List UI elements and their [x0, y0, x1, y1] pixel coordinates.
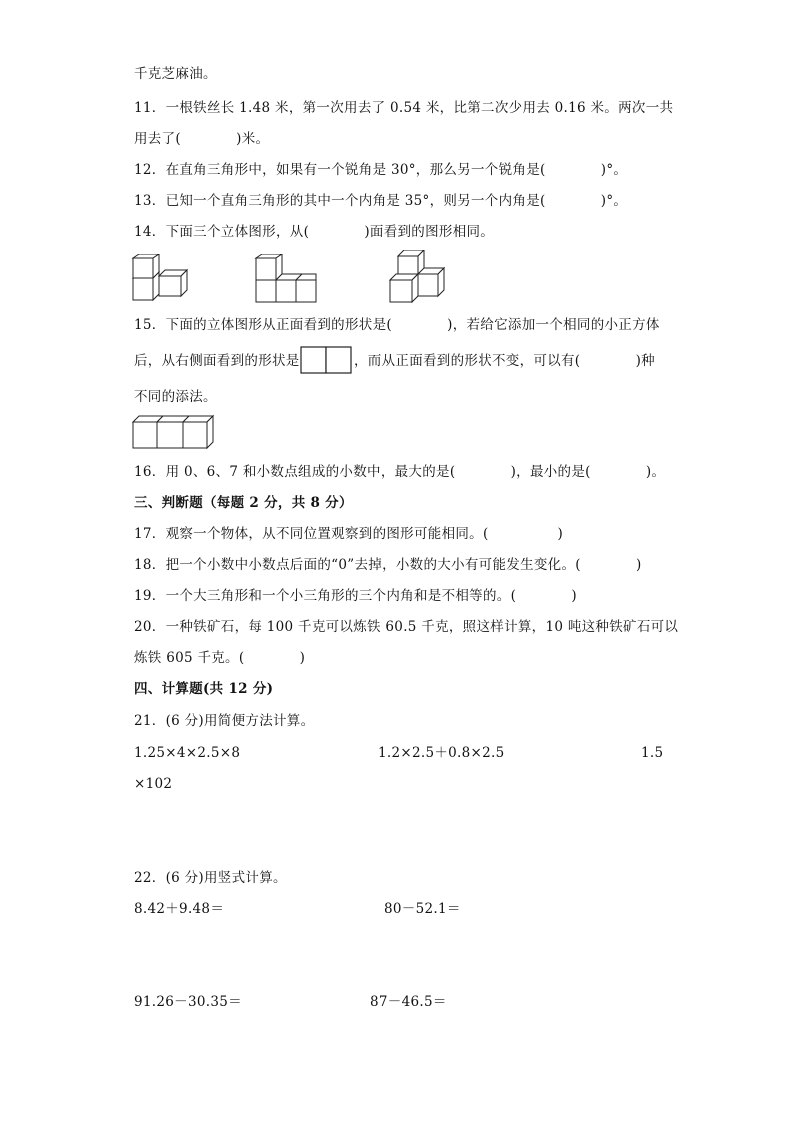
- expression-21c-part2: ×102: [134, 776, 173, 792]
- question-11-line1: 11．一根铁丝长 1.48 米，第一次用去了 0.54 米，比第二次少用去 0.16 米。两次一共: [134, 100, 674, 116]
- question-18: 18．把一个小数中小数点后面的“0”去掉，小数的大小有可能发生变化。( ): [134, 557, 642, 573]
- question-15-line2-post: ，而从正面看到的形状不变，可以有( )种: [354, 353, 655, 369]
- expression-22d: 87－46.5＝: [370, 994, 447, 1010]
- question-11-line2: 用去了( )米。: [134, 131, 270, 147]
- question-22: 22．(6 分)用竖式计算。: [134, 870, 287, 886]
- q14-figure-1: [130, 254, 194, 306]
- question-13: 13．已知一个直角三角形的其中一个内角是 35°，则另一个内角是( )°。: [134, 193, 628, 209]
- q15-cube-row-figure: [131, 414, 217, 452]
- question-12: 12．在直角三角形中，如果有一个锐角是 30°，那么另一个锐角是( )°。: [134, 162, 628, 178]
- q15-side-view-figure: [300, 345, 354, 375]
- question-14: 14．下面三个立体图形，从( )面看到的图形相同。: [134, 224, 495, 240]
- expression-22c: 91.26－30.35＝: [134, 994, 242, 1010]
- question-20-line2: 炼铁 605 千克。( ): [134, 650, 306, 666]
- question-15-line2-pre: 后，从右侧面看到的形状是: [134, 353, 300, 369]
- question-17: 17．观察一个物体，从不同位置观察到的图形可能相同。( ): [134, 526, 564, 542]
- question-15-line1: 15．下面的立体图形从正面看到的形状是( )，若给它添加一个相同的小正方体: [134, 317, 660, 333]
- expression-21a: 1.25×4×2.5×8: [134, 745, 241, 761]
- section-4-heading: 四、计算题(共 12 分): [134, 681, 274, 697]
- question-15-line3: 不同的添法。: [134, 389, 217, 405]
- expression-21c-part1: 1.5: [641, 745, 664, 761]
- question-16: 16．用 0、6、7 和小数点组成的小数中，最大的是( )，最小的是( )。: [134, 464, 666, 480]
- expression-22a: 8.42＋9.48＝: [134, 901, 225, 917]
- section-3-heading: 三、判断题（每题 2 分，共 8 分）: [134, 495, 353, 511]
- q14-figure-2: [254, 254, 318, 306]
- question-20-line1: 20．一种铁矿石，每 100 千克可以炼铁 60.5 千克，照这样计算，10 吨这种铁矿石可以: [134, 619, 679, 635]
- expression-21b: 1.2×2.5＋0.8×2.5: [378, 745, 505, 761]
- question-19: 19．一个大三角形和一个小三角形的三个内角和是不相等的。( ): [134, 588, 577, 604]
- expression-22b: 80－52.1＝: [384, 901, 461, 917]
- line-continuation: 千克芝麻油。: [134, 66, 217, 82]
- q14-figure-3: [388, 250, 446, 306]
- question-21: 21．(6 分)用简便方法计算。: [134, 713, 315, 729]
